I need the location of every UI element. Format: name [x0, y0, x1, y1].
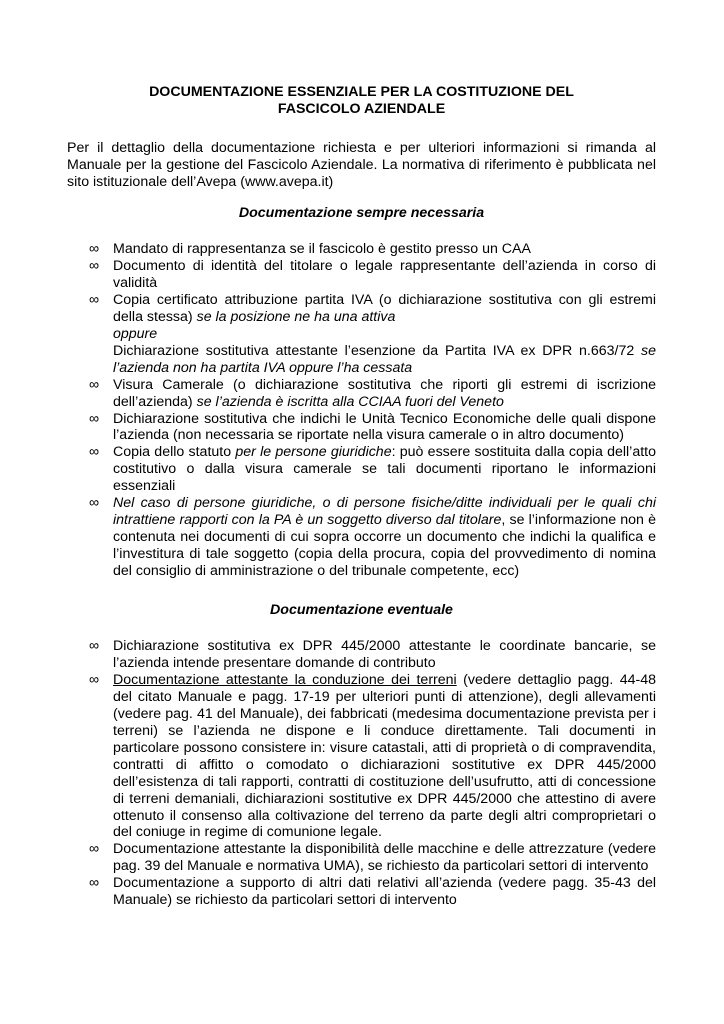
- item-italic-text: Nel caso di persone giuridiche, o di persone fisiche/ditte individuali per le quali chi intrattiene rapporti con la PA è un soggetto diverso dal titolare: [113, 495, 656, 528]
- item-italic-text: se l’azienda è iscritta alla CCIAA fuori del Veneto: [192, 393, 504, 410]
- intro-paragraph: Per il dettaglio della documentazione richiesta e per ulteriori informazioni si rimanda al Manuale per la gestione del Fascicolo Aziendale. La normativa di riferimento è pubblicata nel sito istituzionale dell’Avepa (www.avepa.it): [67, 139, 656, 190]
- list-item: [89, 258, 656, 292]
- item-italic-text: se la posizione ne ha una attiva: [192, 309, 396, 326]
- item-alternative-italic: se l’azienda non ha partita IVA oppure l’ha cessata: [113, 342, 656, 376]
- section-heading-necessary: Documentazione sempre necessaria: [238, 204, 485, 221]
- item-text-after: : può essere sostituita dalla copia dell’atto costitutivo o dalla visura camerale se tali documenti riportano le informazioni essenziali: [113, 444, 656, 495]
- list-item: [89, 292, 656, 377]
- item-text: Dichiarazione sostitutiva ex DPR 445/2000 attestante le coordinate bancarie, se l’azienda intende presentare domande di contributo: [113, 638, 656, 672]
- title-line-1: DOCUMENTAZIONE ESSENZIALE PER LA COSTITUZIONE DEL: [149, 84, 574, 100]
- necessary-documents-list: [67, 241, 656, 579]
- infinity-bullet-icon: ∞: [89, 672, 100, 689]
- item-text: Dichiarazione sostitutiva che indichi le Unità Tecnico Economiche delle quali dispone l’azienda (non necessaria se riportate nella visura camerale o in altro documento): [113, 410, 656, 444]
- infinity-bullet-icon: ∞: [89, 444, 100, 461]
- list-item: [89, 875, 656, 909]
- list-item: [89, 495, 656, 580]
- item-underlined-text: Documentazione attestante la conduzione dei terreni: [113, 672, 457, 689]
- infinity-bullet-icon: ∞: [89, 841, 100, 858]
- list-item: [89, 638, 656, 672]
- eventual-documents-list: [67, 638, 656, 909]
- item-text-after: (vedere dettaglio pagg. 44-48 del citato Manuale e pagg. 17-19 per ulteriori punti di attenzione), degli allevamenti (vedere pag. 41 del Manuale), dei fabbricati (medesima documentazione prevista per i terreni) se l’azienda ne dispone e li conduce direttamente. Tali documenti in particolare possono consistere in: visure catastali, atti di proprietà o di compravendita, contratti di affitto o comodato o dichiarazioni sostitutive ex DPR 445/2000 dell’esistenza di tali rapporti, contratti di costituzione dell’usufrutto, atti di concessione di terreni demaniali, dichiarazioni sostitutive ex DPR 445/2000 che attestino di avere ottenuto il consenso alla coltivazione del terreno da parte degli altri comproprietari o del coniuge in regime di comunione legale.: [113, 672, 656, 841]
- section-heading-eventual: Documentazione eventuale: [270, 601, 453, 618]
- list-item: [89, 672, 656, 841]
- item-text: Copia certificato attribuzione partita IVA (o dichiarazione sostitutiva con gli estremi della stessa): [113, 292, 656, 326]
- item-text: Copia dello statuto: [113, 444, 236, 461]
- item-alternative-word: oppure: [113, 325, 158, 342]
- infinity-bullet-icon: ∞: [89, 292, 100, 309]
- item-text: Visura Camerale (o dichiarazione sostitutiva che riporti gli estremi di iscrizione dell’azienda): [113, 376, 656, 410]
- document-page: [67, 84, 656, 909]
- list-item: [89, 444, 656, 495]
- list-item: [89, 410, 656, 445]
- infinity-bullet-icon: ∞: [89, 410, 100, 427]
- item-text-after: , se l’informazione non è contenuta nei documenti di cui sopra occorre un documento che indichi la qualifica e l’investitura di tale soggetto (copia della procura, copia del provvedimento di nomina del consiglio di amministrazione o del tribunale competente, ecc): [113, 511, 656, 579]
- item-text: Documento di identità del titolare o legale rappresentante dell’azienda in corso di validità: [113, 258, 656, 292]
- item-text: Documentazione a supporto di altri dati relativi all’azienda (vedere pagg. 35-43 del Manuale) se richiesto da particolari settori di intervento: [113, 875, 656, 909]
- item-text: Documentazione attestante la disponibilità delle macchine e delle attrezzature (vedere pag. 39 del Manuale e normativa UMA), se richiesto da particolari settori di intervento: [113, 841, 656, 875]
- item-alternative-text: Dichiarazione sostitutiva attestante l’esenzione da Partita IVA ex DPR n.663/72: [113, 342, 635, 359]
- infinity-bullet-icon: ∞: [89, 638, 100, 655]
- infinity-bullet-icon: ∞: [89, 258, 100, 275]
- infinity-bullet-icon: ∞: [89, 376, 100, 393]
- list-item: [89, 376, 656, 411]
- infinity-bullet-icon: ∞: [89, 875, 100, 892]
- item-italic-text: per le persone giuridiche: [235, 444, 392, 461]
- list-item: [89, 241, 656, 258]
- title-line-2: FASCICOLO AZIENDALE: [277, 100, 446, 117]
- list-item: [89, 841, 656, 875]
- document-title: [67, 84, 656, 118]
- infinity-bullet-icon: ∞: [89, 241, 100, 258]
- item-text: Mandato di rappresentanza se il fascicolo è gestito presso un CAA: [113, 241, 531, 258]
- infinity-bullet-icon: ∞: [89, 495, 100, 512]
